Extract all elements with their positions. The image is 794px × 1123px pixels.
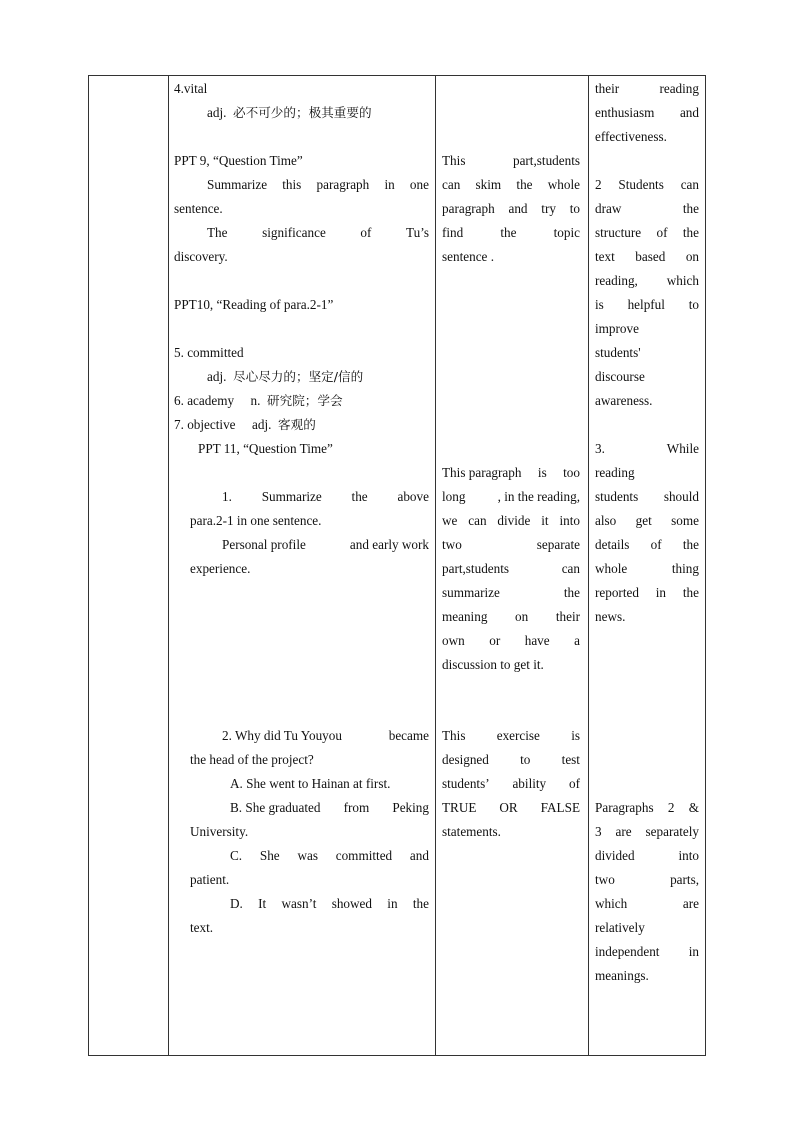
purpose-3-line: students should [595, 489, 699, 504]
purpose-4-line: meanings. [595, 968, 649, 983]
activity-2-line: we can divide it into [442, 513, 580, 528]
lesson-plan-table [88, 75, 706, 1056]
ppt11-title: PPT 11, “Question Time” [198, 441, 333, 456]
purpose-3-line: reported in the [595, 585, 699, 600]
option-c: C. She was committed and [230, 848, 429, 863]
ppt9-title: PPT 9, “Question Time” [174, 153, 303, 168]
ppt10-title: PPT10, “Reading of para.2-1” [174, 297, 334, 312]
purpose-2-line: structure of the [595, 225, 699, 240]
purpose-4-line: divided into [595, 848, 699, 863]
ppt9-answer-cont: discovery. [174, 249, 228, 264]
activity-2-line: part,students can [442, 561, 580, 576]
question-2: 2. Why did Tu Youyou became [222, 728, 429, 743]
purpose-4-line: 3 are separately [595, 824, 699, 839]
purpose-2-line: students' [595, 345, 641, 360]
purpose-3-line: reading [595, 465, 635, 480]
purpose-3-line: details of the [595, 537, 699, 552]
activity-1-line: This part,students [442, 153, 580, 168]
purpose-2-line: discourse [595, 369, 645, 384]
activity-1-line: paragraph and try to [442, 201, 580, 216]
option-b: B. She graduated from Peking [230, 800, 429, 815]
activity-3-line: This exercise is [442, 728, 580, 743]
purpose-1-line: enthusiasm and [595, 105, 699, 120]
question-2-cont: the head of the project? [190, 752, 314, 767]
activity-3-line: TRUE OR FALSE [442, 800, 580, 815]
answer-1-cont: experience. [190, 561, 251, 576]
purpose-3-line: 3. While [595, 441, 699, 456]
option-d-cont: text. [190, 920, 214, 935]
activity-3-line: students’ ability of [442, 776, 580, 791]
ppt9-task-cont: sentence. [174, 201, 223, 216]
purpose-3-line: also get some [595, 513, 699, 528]
vocab-committed-def: adj. 尽心尽力的；坚定/信的 [207, 369, 364, 384]
option-b-cont: University. [190, 824, 249, 839]
activity-2-line: discussion to get it. [442, 657, 544, 672]
question-1: 1. Summarize the above [222, 489, 429, 504]
vocab-vital-def: adj. 必不可少的；极其重要的 [207, 105, 372, 120]
column-divider [168, 76, 169, 1055]
purpose-2-line: text based on [595, 249, 699, 264]
activity-2-line: summarize the [442, 585, 580, 600]
option-a: A. She went to Hainan at first. [230, 776, 391, 791]
vocab-objective: 7. objective adj. 客观的 [174, 417, 316, 432]
activity-1-line: can skim the whole [442, 177, 580, 192]
purpose-2-line: awareness. [595, 393, 653, 408]
activity-2-line: meaning on their [442, 609, 580, 624]
vocab-committed: 5. committed [174, 345, 244, 360]
column-divider [588, 76, 589, 1055]
activity-1-line: sentence . [442, 249, 494, 264]
purpose-2-line: improve [595, 321, 639, 336]
answer-1: Personal profile and early work [222, 537, 429, 552]
option-d: D. It wasn’t showed in the [230, 896, 429, 911]
vocab-academy: 6. academy n. 研究院；学会 [174, 393, 343, 408]
purpose-4-line: two parts, [595, 872, 699, 887]
question-1-cont: para.2-1 in one sentence. [190, 513, 322, 528]
purpose-2-line: 2 Students can [595, 177, 699, 192]
purpose-3-line: whole thing [595, 561, 699, 576]
purpose-2-line: draw the [595, 201, 699, 216]
activity-2-line: own or have a [442, 633, 580, 648]
column-divider [435, 76, 436, 1055]
purpose-2-line: reading, which [595, 273, 699, 288]
purpose-4-line: Paragraphs 2 & [595, 800, 699, 815]
purpose-4-line: relatively [595, 920, 645, 935]
ppt9-task: Summarize this paragraph in one [207, 177, 429, 192]
activity-3-line: designed to test [442, 752, 580, 767]
activity-1-line: find the topic [442, 225, 580, 240]
activity-3-line: statements. [442, 824, 501, 839]
ppt9-answer: The significance of Tu’s [207, 225, 429, 240]
purpose-2-line: is helpful to [595, 297, 699, 312]
activity-2-line: two separate [442, 537, 580, 552]
purpose-3-line: news. [595, 609, 626, 624]
purpose-4-line: independent in [595, 944, 699, 959]
purpose-1-line: their reading [595, 81, 699, 96]
activity-2-line: long , in the reading, [442, 489, 580, 504]
purpose-1-line: effectiveness. [595, 129, 667, 144]
purpose-4-line: which are [595, 896, 699, 911]
activity-2-line: This paragraph is too [442, 465, 580, 480]
option-c-cont: patient. [190, 872, 230, 887]
vocab-vital: 4.vital [174, 81, 208, 96]
